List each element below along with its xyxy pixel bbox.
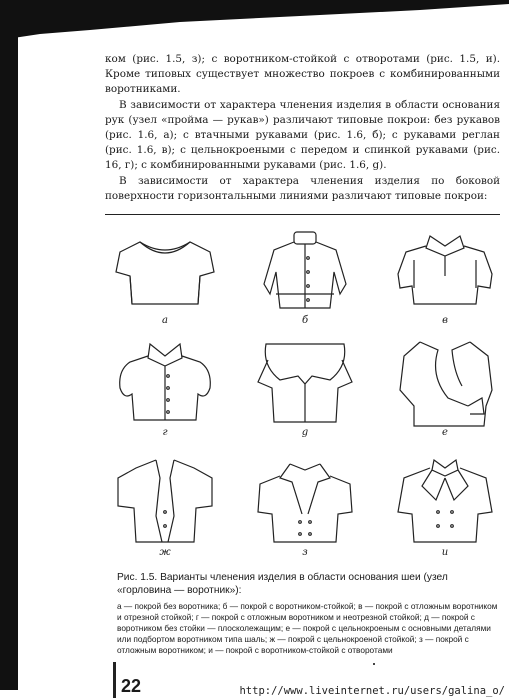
section-divider	[105, 214, 500, 215]
figure-b	[250, 224, 360, 332]
figure-caption	[117, 572, 499, 656]
scan-shadow-top	[0, 0, 509, 40]
figure-label-i: и	[441, 547, 449, 558]
flat-collar-drawing	[250, 336, 360, 431]
scan-speck	[373, 663, 375, 665]
turndown-collar-separate-stand-drawing	[390, 224, 500, 319]
figure-a	[110, 224, 220, 332]
source-watermark: http://www.liveinternet.ru/users/galina_o/	[239, 685, 505, 697]
turndown-collar-lapel-drawing	[250, 456, 360, 551]
scan-shadow-left	[0, 30, 18, 690]
figure-e	[390, 336, 500, 444]
figure-label-b: б	[301, 315, 309, 326]
bodice-no-collar-drawing	[110, 224, 220, 319]
integral-stand-drawing	[110, 456, 220, 551]
stand-collar-drawing	[250, 224, 360, 319]
page-number: 22	[121, 676, 142, 696]
paragraph-2: В зависимости от характера членения изделия в области основания рук (узел «пройма — рукав») различают типовые покрои: без рукавов (рис. 1.6, а); с втачными рукавами (рис. 1.6, б); с рукавами реглан (рис. 1.6, в); с цельнокроеными с передом и спинкой рукавами (рис. 16, г); с комбинированными рукавами (рис. 1.6, g).	[105, 98, 500, 172]
figure-label-a: а	[162, 315, 168, 326]
figure-label-v: в	[442, 315, 448, 326]
caption-body: а — покрой без воротника; б — покрой с воротником-стойкой; в — покрой с отложным воротником и отрезной стойкой; г — покрой с отложным воротником и неотрезной стойкой; д — покрой с воротником без стойки — плосколежащим; е — покрой с цельнокроеным с основными деталями или подбортом воротником типа шаль; ж — покрой с цельнокроеной стойкой; з — покрой с отложным воротником; и — покрой с воротником-стойкой с отворотами	[117, 601, 498, 655]
paragraph-1: ком (рис. 1.5, з); с воротником-стойкой с отворотами (рис. 1.5, и). Кроме типовых существует множество покроев с комбинированными воротниками.	[105, 53, 500, 96]
figure-label-z: з	[302, 547, 308, 558]
shawl-collar-drawing	[390, 336, 500, 431]
figure-grid	[110, 224, 500, 564]
figure-v	[390, 224, 500, 332]
figure-g	[110, 336, 220, 444]
figure-zh	[110, 456, 220, 564]
caption-title: Рис. 1.5. Варианты членения изделия в области основания шеи (узел «горловина — воротник»):	[117, 572, 448, 596]
figure-label-g: г	[162, 427, 168, 438]
turndown-collar-integral-stand-drawing	[110, 336, 220, 431]
stand-collar-revers-drawing	[390, 456, 500, 551]
figure-label-d: g	[301, 427, 309, 438]
page-number-bar	[113, 662, 116, 698]
figure-d	[250, 336, 360, 444]
figure-z	[250, 456, 360, 564]
figure-label-zh: ж	[159, 547, 171, 558]
body-text	[105, 52, 500, 204]
figure-i	[390, 456, 500, 564]
figure-label-e: е	[442, 427, 448, 438]
paragraph-3: В зависимости от характера членения изделия по боковой поверхности горизонтальными линиями различают типовые покрои:	[105, 174, 500, 202]
